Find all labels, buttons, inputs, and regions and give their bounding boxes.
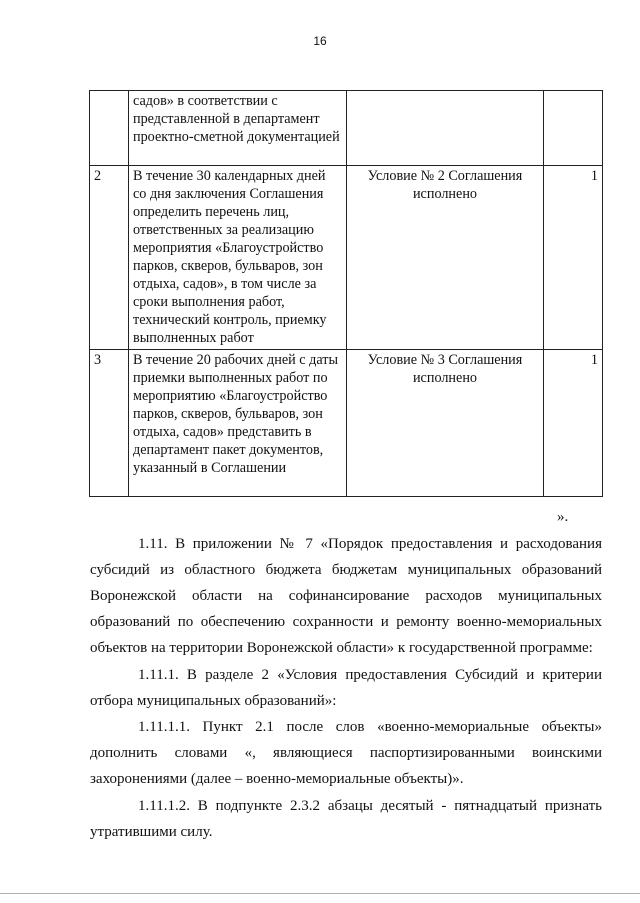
paragraph-1-11-1-2: 1.11.1.2. В подпункте 2.3.2 абзацы десятый - пятнадцатый признать утратившими силу. (90, 798, 602, 840)
table-row (90, 350, 603, 497)
conditions-table (89, 90, 603, 497)
table-row (90, 166, 603, 350)
value-cell: 1 (544, 350, 603, 497)
paragraph-1-11: 1.11. В приложении № 7 «Порядок предоставления и расходования субсидий из областного бюджета бюджетам муниципальных образований Воронежской области на софинансирование расходов муниципальных образований по обеспечению сохранности и ремонту военно-мемориальных объектов на территории Воронежской области» к государственной программе: (90, 536, 602, 656)
closing-quote: ». (557, 509, 569, 525)
page-bottom-divider (0, 893, 640, 894)
paragraph-1-11-1: 1.11.1. В разделе 2 «Условия предоставления Субсидий и критерии отбора муниципальных образований»: (90, 667, 602, 709)
requirement-text-cell: садов» в соответствии с представленной в департамент проектно-сметной документацией (129, 91, 347, 166)
condition-cell (347, 91, 544, 166)
row-number-cell (90, 91, 129, 166)
value-cell: 1 (544, 166, 603, 350)
table-row (90, 91, 603, 166)
requirement-text-cell: В течение 20 рабочих дней с даты приемки выполненных работ по мероприятию «Благоустройство парков, скверов, бульваров, зон отдыха, садов» представить в департамент пакет документов, указанный в Соглашении (129, 350, 347, 497)
row-number-cell: 3 (90, 350, 129, 497)
page-number: 16 (313, 34, 327, 48)
paragraph-1-11-1-1: 1.11.1.1. Пункт 2.1 после слов «военно-мемориальные объекты» дополнить словами «, являющиеся паспортизированными воинскими захоронениями (далее – военно-мемориальные объекты)». (90, 719, 602, 787)
value-cell (544, 91, 603, 166)
requirement-text-cell: В течение 30 календарных дней со дня заключения Соглашения определить перечень лиц, ответственных за реализацию мероприятия «Благоустройство парков, скверов, бульваров, зон отдыха, садов», в том числе за сроки выполнения работ, технический контроль, приемку выполненных работ (129, 166, 347, 350)
row-number-cell: 2 (90, 166, 129, 350)
condition-cell: Условие № 2 Соглашения исполнено (347, 166, 544, 350)
condition-cell: Условие № 3 Соглашения исполнено (347, 350, 544, 497)
